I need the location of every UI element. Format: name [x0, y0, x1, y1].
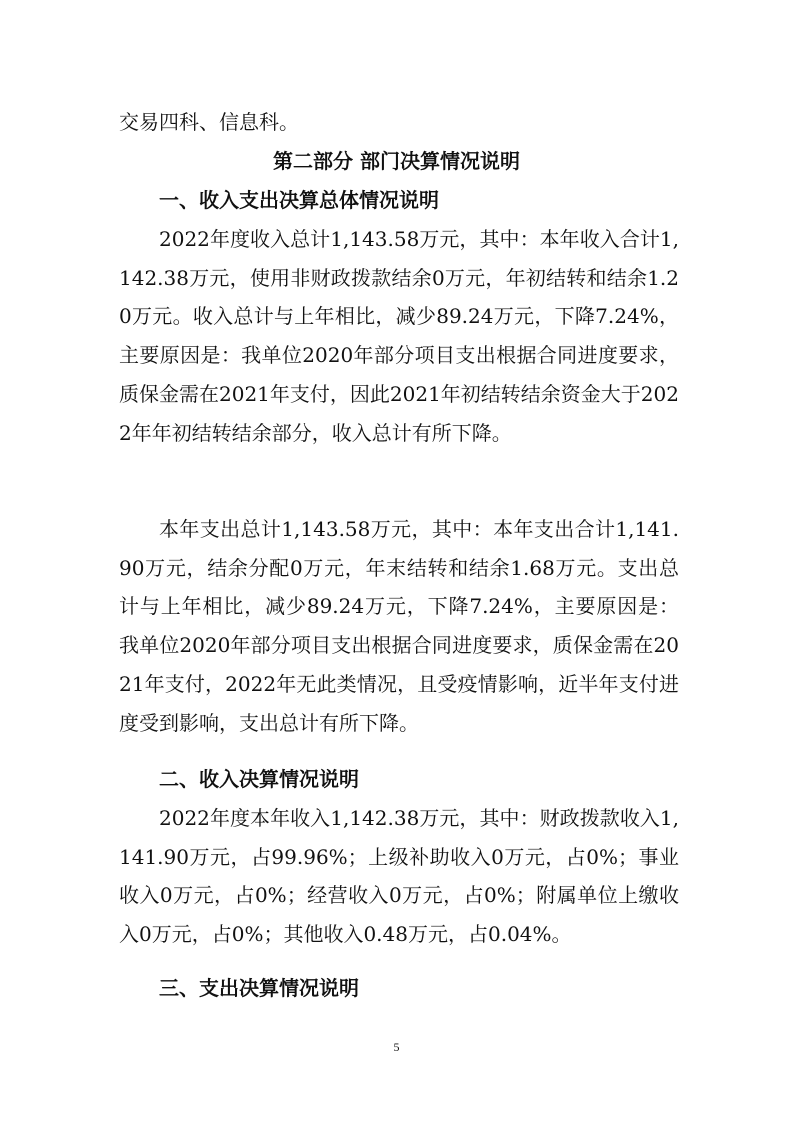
paragraph-income-expense-income: 2022年度收入总计1,143.58万元，其中：本年收入合计1,142.38万元，使用非财政拨款结余0万元，年初结转和结余1.20万元。收入总计与上年相比，减少89.24万元，下降7.24%，主要原因是：我单位2020年部分项目支出根据合同进度要求，质保金需在2021年支付，因此2021年初结转结余资金大于2022年年初结转结余部分，收入总计有所下降。: [119, 227, 679, 445]
section-heading-3: 三、支出决算情况说明: [159, 976, 359, 1000]
section-heading-1: 一、收入支出决算总体情况说明: [159, 188, 439, 212]
page-number: 5: [393, 1040, 400, 1054]
part-title: 第二部分 部门决算情况说明: [273, 149, 520, 173]
paragraph-income-expense-expense: 本年支出总计1,143.58万元，其中：本年支出合计1,141.90万元，结余分配0万元，年末结转和结余1.68万元。支出总计与上年相比，减少89.24万元，下降7.24%，主要原因是：我单位2020年部分项目支出根据合同进度要求，质保金需在2021年支付，2022年无此类情况，且受疫情影响，近半年支付进度受到影响，支出总计有所下降。: [119, 517, 679, 735]
section-heading-2: 二、收入决算情况说明: [159, 767, 359, 791]
paragraph-income-detail: 2022年度本年收入1,142.38万元，其中：财政拨款收入1,141.90万元，占99.96%；上级补助收入0万元，占0%；事业收入0万元，占0%；经营收入0万元，占0%；附属单位上缴收入0万元，占0%；其他收入0.48万元，占0.04%。: [119, 806, 679, 947]
intro-line: 交易四科、信息科。: [119, 110, 299, 134]
